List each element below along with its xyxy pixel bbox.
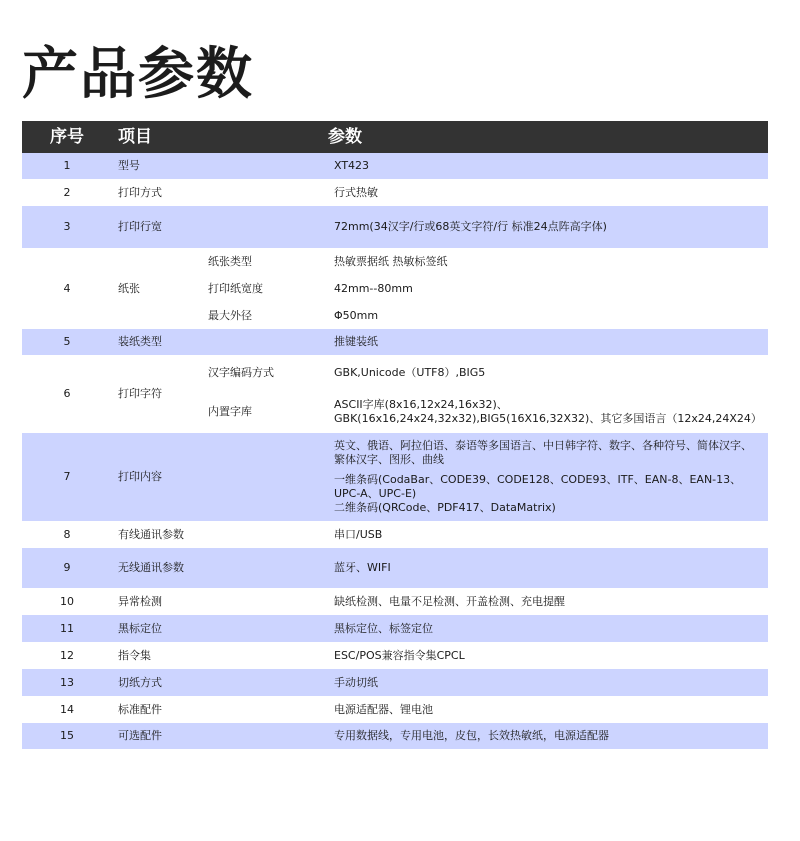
- row-item: 标准配件: [118, 702, 162, 716]
- table-row: [22, 642, 768, 669]
- row-item: 装纸类型: [112, 329, 328, 355]
- row-item: 打印内容: [112, 433, 328, 521]
- table-row: [22, 153, 768, 179]
- row-number: 11: [22, 615, 112, 642]
- row-value: GBK,Unicode（UTF8）,BIG5: [334, 366, 486, 379]
- row-value: 42mm--80mm: [334, 281, 413, 295]
- content-line: 一维条码(CodaBar、CODE39、CODE128、CODE93、ITF、EAN-8、EAN-13、UPC-A、UPC-E): [334, 473, 742, 500]
- table-row: [22, 329, 768, 355]
- content-line: 英文、俄语、阿拉伯语、泰语等多国语言、中日韩字符、数字、各种符号、简体汉字、繁体汉字、图形、曲线: [334, 439, 752, 466]
- row-value: ASCII字库(8x16,12x24,16x32)、GBK(16x16,24x24,32x32),BIG5(16X16,32X32)、其它多国语言（12x24,24X24）: [334, 398, 762, 425]
- row-value: 72mm(34汉字/行或68英文字符/行 标准24点阵高字体): [328, 206, 768, 248]
- header-value: 参数: [328, 121, 768, 153]
- row-value: 手动切纸: [328, 669, 768, 696]
- spec-table: [22, 121, 768, 749]
- row-value: 黑标定位、标签定位: [328, 615, 768, 642]
- table-row: [22, 355, 768, 391]
- row-item: 打印行宽: [112, 206, 328, 248]
- row-item: 黑标定位: [112, 615, 328, 642]
- content-line: 二维条码(QRCode、PDF417、DataMatrix): [334, 501, 556, 514]
- row-number: 10: [60, 594, 74, 608]
- row-value: 行式热敏: [334, 185, 378, 199]
- row-number: 8: [63, 527, 71, 541]
- row-number: 14: [60, 702, 74, 716]
- row-item: 型号: [112, 153, 328, 179]
- row-item: 纸张: [118, 281, 140, 295]
- row-value: 热敏票据纸 热敏标签纸: [334, 254, 448, 268]
- table-row: [22, 548, 768, 588]
- row-number: 4: [63, 281, 71, 295]
- row-value: 推键装纸: [328, 329, 768, 355]
- row-item: 无线通讯参数: [112, 548, 328, 588]
- row-item: 打印字符: [118, 387, 162, 400]
- table-row: [22, 696, 768, 723]
- row-sub-label: 最大外径: [208, 308, 252, 322]
- row-item: 指令集: [118, 648, 151, 662]
- header-no: 序号: [22, 121, 112, 153]
- table-row: [22, 248, 768, 275]
- row-value: [328, 433, 768, 521]
- row-number: 13: [22, 669, 112, 696]
- row-number: 5: [22, 329, 112, 355]
- row-number: 6: [63, 387, 71, 400]
- page-title: 产品参数: [22, 42, 254, 107]
- table-row: [22, 521, 768, 548]
- row-value: XT423: [328, 153, 768, 179]
- row-item: 可选配件: [112, 723, 328, 749]
- row-number: 1: [22, 153, 112, 179]
- row-item: 异常检测: [118, 594, 162, 608]
- table-row: [22, 723, 768, 749]
- row-sub-label: 汉字编码方式: [208, 366, 274, 379]
- table-header: [22, 121, 768, 153]
- row-value: ESC/POS兼容指令集CPCL: [334, 648, 465, 662]
- row-item: 有线通讯参数: [118, 527, 184, 541]
- row-value: 缺纸检测、电量不足检测、开盖检测、充电提醒: [334, 594, 565, 608]
- row-number: 12: [60, 648, 74, 662]
- row-number: 2: [63, 185, 71, 199]
- table-row: [22, 206, 768, 248]
- row-value: 蓝牙、WIFI: [328, 548, 768, 588]
- row-value: Φ50mm: [334, 308, 379, 322]
- row-item: 切纸方式: [112, 669, 328, 696]
- header-item: 项目: [112, 121, 328, 153]
- row-number: 3: [22, 206, 112, 248]
- row-number: 9: [22, 548, 112, 588]
- row-sub-label: 内置字库: [208, 405, 252, 418]
- table-row: [22, 669, 768, 696]
- row-sub-label: 打印纸宽度: [208, 281, 263, 295]
- row-value: 串口/USB: [334, 527, 383, 541]
- row-item: 打印方式: [118, 185, 162, 199]
- table-row: [22, 588, 768, 615]
- row-number: 15: [22, 723, 112, 749]
- table-row: [22, 615, 768, 642]
- table-row: [22, 179, 768, 206]
- row-value: 电源适配器、锂电池: [334, 702, 433, 716]
- row-number: 7: [22, 433, 112, 521]
- table-row: [22, 433, 768, 521]
- row-sub-label: 纸张类型: [208, 254, 252, 268]
- row-value: 专用数据线，专用电池，皮包，长效热敏纸，电源适配器: [328, 723, 768, 749]
